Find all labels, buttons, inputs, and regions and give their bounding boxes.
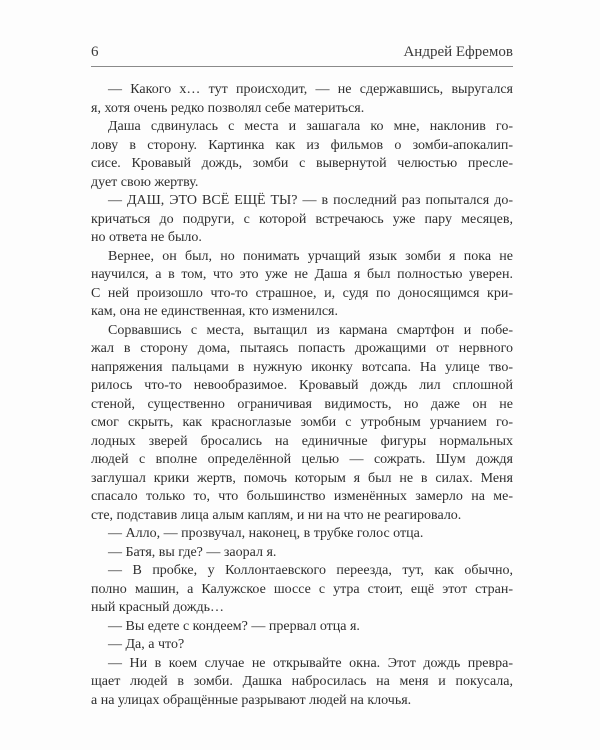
text-line: жал в сторону дома, пытаясь попасть дрожащими от нервного xyxy=(91,341,513,356)
text-line: — Вы едете с кондеем? — прервал отца я. xyxy=(108,618,360,634)
text-line: — Алло, — прозвучал, наконец, в трубке голос отца. xyxy=(108,526,424,541)
text-line: спасало только то, что большинство изменённых замерло на ме- xyxy=(91,489,513,504)
author-name: Андрей Ефремов xyxy=(403,44,513,60)
page-body xyxy=(91,67,513,710)
text-line: С ней произошло что-то страшное, и, судя по доносящимся кри- xyxy=(91,285,513,301)
text-line: научился, а в том, что это уже не Даша я был полностью уверен. xyxy=(91,267,513,282)
paragraph xyxy=(91,248,513,322)
text-line: полно машин, а Калужское шоссе с утра стоит, ещё этот стран- xyxy=(91,581,513,597)
page-number: 6 xyxy=(91,44,99,60)
paragraph xyxy=(91,118,513,192)
text-line: кам, она не единственная, кто изменился. xyxy=(91,304,338,319)
page-header xyxy=(91,43,513,67)
text-line: Сорвавшись с места, вытащил из кармана смартфон и побе- xyxy=(108,322,513,338)
text-line: но ответа не было. xyxy=(91,230,202,245)
text-line: лову в сторону. Картинка как из фильмов о зомби-апокалип- xyxy=(91,137,513,153)
text-line: а на улицах обращённые разрывают людей на клочья. xyxy=(91,692,412,708)
text-line: кричаться до подруги, с которой встречаюсь уже пару месяцев, xyxy=(91,211,513,227)
text-line: — ДАШ, ЭТО ВСЁ ЕЩЁ ТЫ? — в последний раз попытался до- xyxy=(108,193,513,208)
paragraph xyxy=(91,562,513,618)
text-line: сте, подставив лица алым каплям, и ни на что не реагировало. xyxy=(91,507,462,523)
text-line: заглушал крики жертв, помочь которым я был не в силах. Меня xyxy=(91,470,513,486)
text-line: стеной, существенно ограничивая видимость, но даже он не xyxy=(91,396,513,412)
text-line: Вернее, он был, но понимать урчащий язык зомби я пока не xyxy=(108,248,513,264)
text-line: рилось что-то невообразимое. Кровавый дождь лил сплошной xyxy=(91,378,513,393)
text-line: — В пробке, у Коллонтаевского переезда, тут, как обычно, xyxy=(108,563,513,578)
text-line: — Да, а что? xyxy=(108,637,185,652)
text-line: напряжения пальцами в нужную иконку вотсапа. На улице тво- xyxy=(91,359,513,375)
paragraph xyxy=(91,618,513,637)
text-line: — Какого х… тут происходит, — не сдержавшись, выругался xyxy=(108,82,513,97)
paragraph xyxy=(91,655,513,711)
text-line: людей с вполне определённой целью — сожрать. Шум дождя xyxy=(91,452,513,467)
paragraph xyxy=(91,544,513,563)
text-line: щает людей в зомби. Дашка набросилась на меня и покусала, xyxy=(91,674,513,689)
text-line: ный красный дождь… xyxy=(91,600,224,615)
text-line: лодных зверей бросались на единичные фигуры нормальных xyxy=(91,433,513,449)
text-line: сисе. Кровавый дождь, зомби с вывернутой челюстью пресле- xyxy=(91,156,513,171)
paragraph xyxy=(91,322,513,526)
text-line: дует свою жертву. xyxy=(91,174,199,190)
paragraph xyxy=(91,525,513,544)
paragraph xyxy=(91,81,513,118)
text-line: Даша сдвинулась с места и зашагала ко мне, наклонив го- xyxy=(108,119,513,134)
text-line: — Батя, вы где? — заорал я. xyxy=(108,544,277,560)
paragraph xyxy=(91,192,513,248)
text-line: — Ни в коем случае не открывайте окна. Этот дождь превра- xyxy=(108,655,513,671)
paragraph xyxy=(91,636,513,655)
text-line: я, хотя очень редко позволял себе материться. xyxy=(91,100,365,116)
text-line: смог скрыть, как красноглазые зомби с утробным урчанием го- xyxy=(91,415,513,430)
